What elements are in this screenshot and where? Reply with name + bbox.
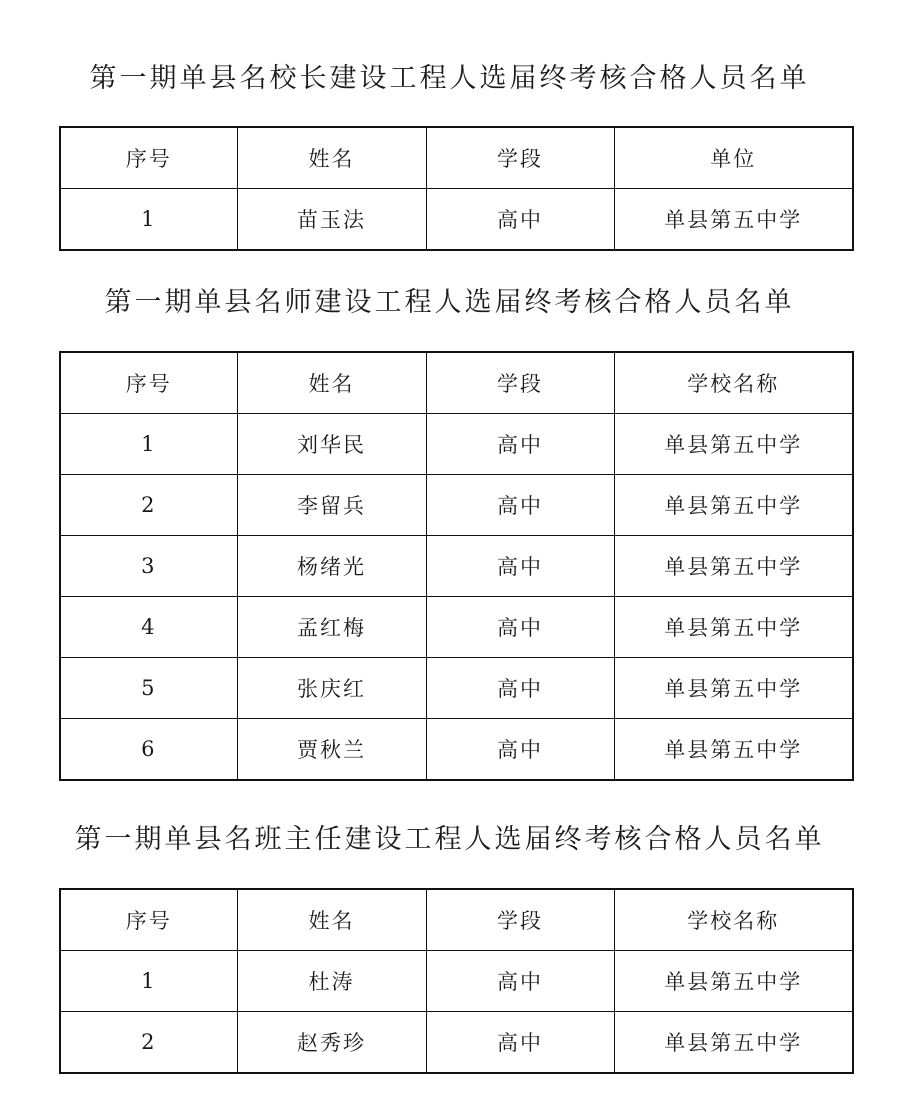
cell-seq: 1 — [60, 951, 237, 1012]
table-header-row — [60, 889, 853, 951]
table-header-row — [60, 352, 853, 414]
cell-school: 单县第五中学 — [614, 1012, 853, 1074]
cell-stage: 高中 — [426, 597, 614, 658]
cell-stage: 高中 — [426, 536, 614, 597]
cell-school: 单县第五中学 — [614, 536, 853, 597]
table-header-row — [60, 127, 853, 189]
header-name: 姓名 — [237, 352, 426, 414]
header-seq: 序号 — [60, 352, 237, 414]
cell-stage: 高中 — [426, 414, 614, 475]
header-stage: 学段 — [426, 352, 614, 414]
cell-school: 单县第五中学 — [614, 951, 853, 1012]
cell-seq: 5 — [60, 658, 237, 719]
cell-name: 贾秋兰 — [237, 719, 426, 781]
header-school: 学校名称 — [614, 889, 853, 951]
header-name: 姓名 — [237, 127, 426, 189]
cell-school: 单县第五中学 — [614, 189, 853, 251]
head-teachers-table — [59, 888, 854, 1074]
cell-name: 赵秀珍 — [237, 1012, 426, 1074]
table-row — [60, 951, 853, 1012]
header-name: 姓名 — [237, 889, 426, 951]
table-row — [60, 658, 853, 719]
cell-name: 张庆红 — [237, 658, 426, 719]
cell-school: 单县第五中学 — [614, 597, 853, 658]
table-row — [60, 536, 853, 597]
cell-stage: 高中 — [426, 1012, 614, 1074]
cell-seq: 2 — [60, 475, 237, 536]
cell-name: 杜涛 — [237, 951, 426, 1012]
cell-seq: 1 — [60, 189, 237, 251]
cell-stage: 高中 — [426, 475, 614, 536]
teachers-list-title: 第一期单县名师建设工程人选届终考核合格人员名单 — [104, 287, 795, 318]
table-row — [60, 414, 853, 475]
cell-name: 杨绪光 — [237, 536, 426, 597]
cell-stage: 高中 — [426, 719, 614, 781]
header-unit: 单位 — [614, 127, 853, 189]
cell-school: 单县第五中学 — [614, 475, 853, 536]
header-stage: 学段 — [426, 889, 614, 951]
table-row — [60, 475, 853, 536]
table-row — [60, 719, 853, 781]
cell-name: 李留兵 — [237, 475, 426, 536]
cell-seq: 2 — [60, 1012, 237, 1074]
principals-list-title: 第一期单县名校长建设工程人选届终考核合格人员名单 — [89, 63, 810, 94]
cell-school: 单县第五中学 — [614, 414, 853, 475]
teachers-table — [59, 351, 854, 781]
table-row — [60, 189, 853, 251]
cell-school: 单县第五中学 — [614, 658, 853, 719]
cell-seq: 3 — [60, 536, 237, 597]
cell-stage: 高中 — [426, 951, 614, 1012]
cell-name: 苗玉法 — [237, 189, 426, 251]
table-row — [60, 597, 853, 658]
cell-seq: 1 — [60, 414, 237, 475]
cell-stage: 高中 — [426, 658, 614, 719]
header-seq: 序号 — [60, 127, 237, 189]
head-teachers-list-title: 第一期单县名班主任建设工程人选届终考核合格人员名单 — [74, 824, 825, 855]
cell-school: 单县第五中学 — [614, 719, 853, 781]
cell-name: 刘华民 — [237, 414, 426, 475]
principals-table — [59, 126, 854, 251]
cell-name: 孟红梅 — [237, 597, 426, 658]
cell-stage: 高中 — [426, 189, 614, 251]
header-stage: 学段 — [426, 127, 614, 189]
table-row — [60, 1012, 853, 1074]
header-seq: 序号 — [60, 889, 237, 951]
cell-seq: 4 — [60, 597, 237, 658]
cell-seq: 6 — [60, 719, 237, 781]
header-school: 学校名称 — [614, 352, 853, 414]
